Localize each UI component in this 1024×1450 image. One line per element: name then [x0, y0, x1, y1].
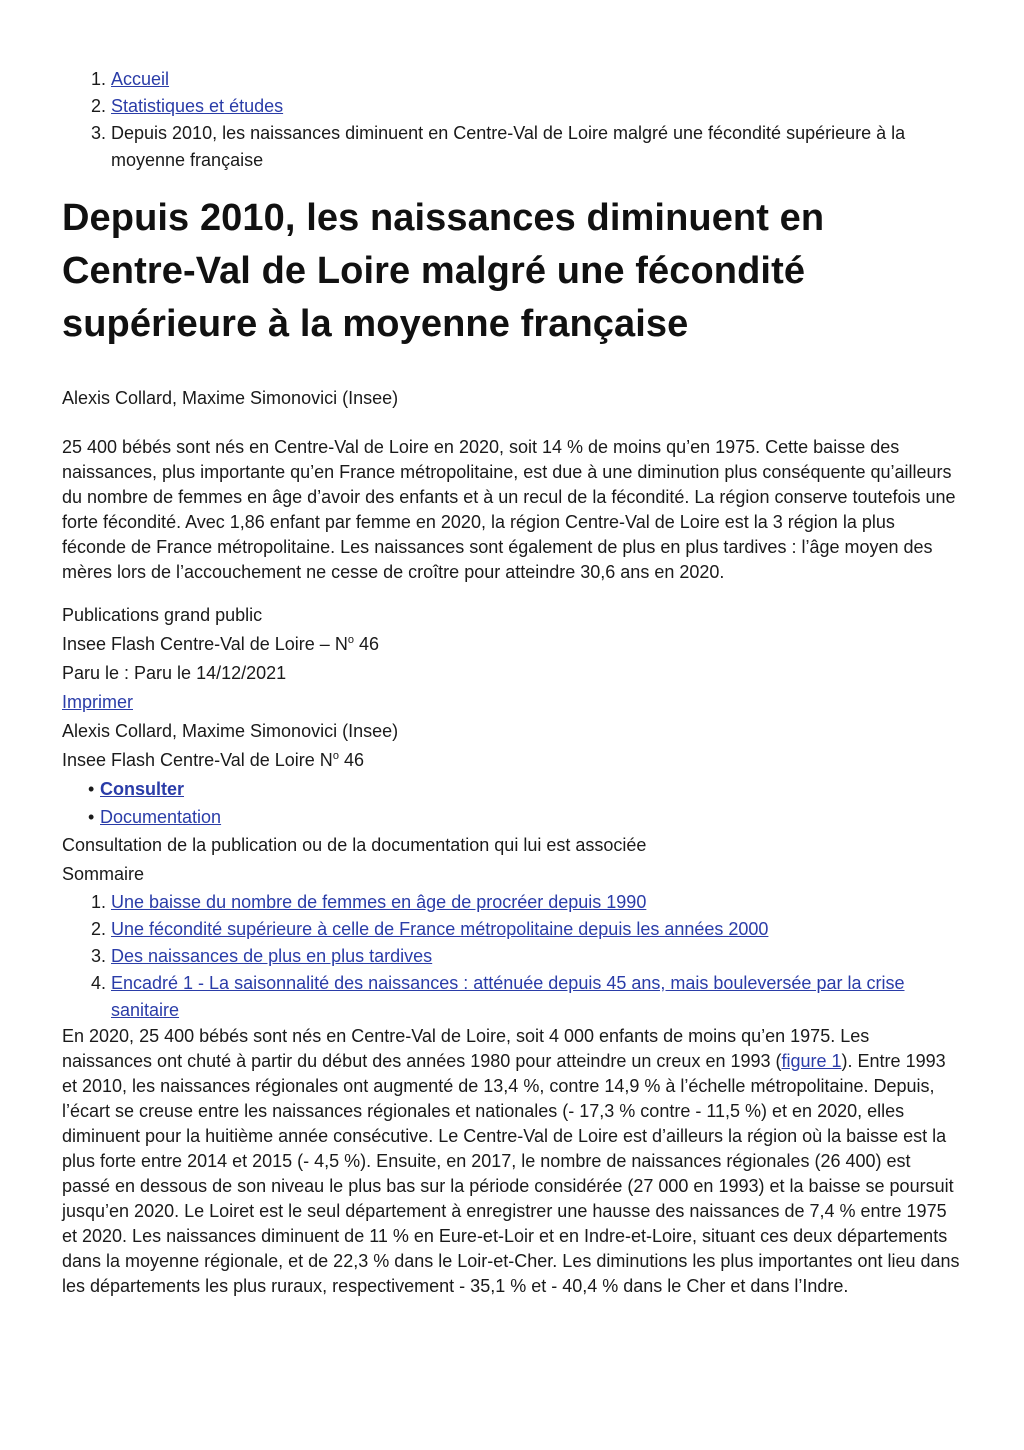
tab-consulter-link[interactable]: Consulter [100, 779, 185, 799]
sommaire-item [111, 889, 962, 916]
collection2-prefix: Insee Flash Centre-Val de Loire N [62, 750, 333, 770]
publication-category: Publications grand public [62, 605, 263, 625]
sommaire-link-4[interactable]: Encadré 1 - La saisonnalité des naissances : atténuée depuis 45 ans, mais bouleversée par la crise sanitaire [111, 973, 905, 1020]
breadcrumb-current-label: Depuis 2010, les naissances diminuent en Centre-Val de Loire malgré une fécondité supérieure à la moyenne française [111, 123, 906, 170]
collection-prefix: Insee Flash Centre-Val de Loire – N [62, 634, 348, 654]
sommaire-link-2[interactable]: Une fécondité supérieure à celle de France métropolitaine depuis les années 2000 [111, 919, 769, 939]
collection-number: 46 [353, 634, 379, 654]
tab-consulter [100, 775, 962, 803]
print-link-row [62, 688, 962, 717]
publication-collection-2 [62, 746, 962, 775]
page [62, 66, 962, 1299]
breadcrumb [62, 66, 962, 174]
sommaire-item [111, 943, 962, 970]
page-title: Depuis 2010, les naissances diminuent en Centre-Val de Loire malgré une fécondité supérieure à la moyenne française [62, 197, 825, 345]
section-1-text [62, 1024, 962, 1299]
collection2-number: 46 [338, 750, 364, 770]
article-authors: Alexis Collard, Maxime Simonovici (Insee) [62, 388, 399, 408]
breadcrumb-link-accueil[interactable]: Accueil [111, 69, 170, 89]
sommaire-link-1[interactable]: Une baisse du nombre de femmes en âge de procréer depuis 1990 [111, 892, 647, 912]
breadcrumb-item-statistiques [111, 93, 962, 120]
publication-collection [62, 630, 962, 659]
tabs-description: Consultation de la publication ou de la documentation qui lui est associée [62, 835, 647, 855]
tab-documentation-link[interactable]: Documentation [100, 807, 222, 827]
sommaire-item [111, 970, 962, 1024]
tab-documentation [100, 803, 962, 831]
breadcrumb-item-current [111, 120, 962, 174]
section-1-text-before: En 2020, 25 400 bébés sont nés en Centre-Val de Loire, soit 4 000 enfants de moins qu’en 1975. Les naissances ont chuté à partir du début des années 1980 pour atteindre un creux en 1993 ( [62, 1026, 870, 1071]
publication-meta [62, 601, 962, 775]
sommaire-link-3[interactable]: Des naissances de plus en plus tardives [111, 946, 433, 966]
publication-date: Paru le : Paru le 14/12/2021 [62, 663, 287, 683]
print-link[interactable]: Imprimer [62, 692, 133, 712]
collection2-sup: o [332, 750, 339, 762]
sommaire-title: Sommaire [62, 864, 145, 884]
section-1-text-after: ). Entre 1993 et 2010, les naissances régionales ont augmenté de 13,4 %, contre 14,9 % à l’échelle métropolitaine. Depuis, l’écart se creuse entre les naissances régionales et nationales (- 17,3 % contre - 11,5 %) et en 2020, elles diminuent pour la huitième année consécutive. Le Centre-Val de Loire est d’ailleurs la région où la baisse est la plus forte entre 2014 et 2015 (- 4,5 %). Ensuite, en 2017, le nombre de naissances régionales (26 400) est passé en dessous de son niveau le plus bas sur la période considérée (27 000 en 1993) et la baisse se poursuit jusqu’en 2020. Le Loiret est le seul département à enregistrer une hausse des naissances de 7,4 % entre 1975 et 2020. Les naissances diminuent de 11 % en Eure-et-Loir et en Indre-et-Loire, situant ces deux départements dans la moyenne régionale, et de 22,3 % dans le Loir-et-Cher. Les diminutions les plus importantes ont lieu dans les départements les plus ruraux, respectivement - 35,1 % et - 40,4 % dans le Cher et dans l’Indre. [62, 1051, 960, 1296]
breadcrumb-item-accueil [111, 66, 962, 93]
breadcrumb-link-statistiques[interactable]: Statistiques et études [111, 96, 284, 116]
publication-tabs [62, 775, 962, 831]
publication-authors: Alexis Collard, Maxime Simonovici (Insee) [62, 721, 399, 741]
sommaire-item [111, 916, 962, 943]
collection-sup: o [347, 634, 354, 646]
article-summary: 25 400 bébés sont nés en Centre-Val de Loire en 2020, soit 14 % de moins qu’en 1975. Cette baisse des naissances, plus importante qu’en France métropolitaine, est due à une diminution plus conséquente qu’ailleurs du nombre de femmes en âge d’avoir des enfants et à un recul de la fécondité. La région conserve toutefois une forte fécondité. Avec 1,86 enfant par femme en 2020, la région Centre-Val de Loire est la 3 région la plus féconde de France métropolitaine. Les naissances sont également de plus en plus tardives : l’âge moyen des mères lors de l’accouchement ne cesse de croître pour atteindre 30,6 ans en 2020. [62, 437, 956, 582]
sommaire-list [62, 889, 962, 1024]
figure-1-link[interactable]: figure 1 [781, 1051, 842, 1071]
